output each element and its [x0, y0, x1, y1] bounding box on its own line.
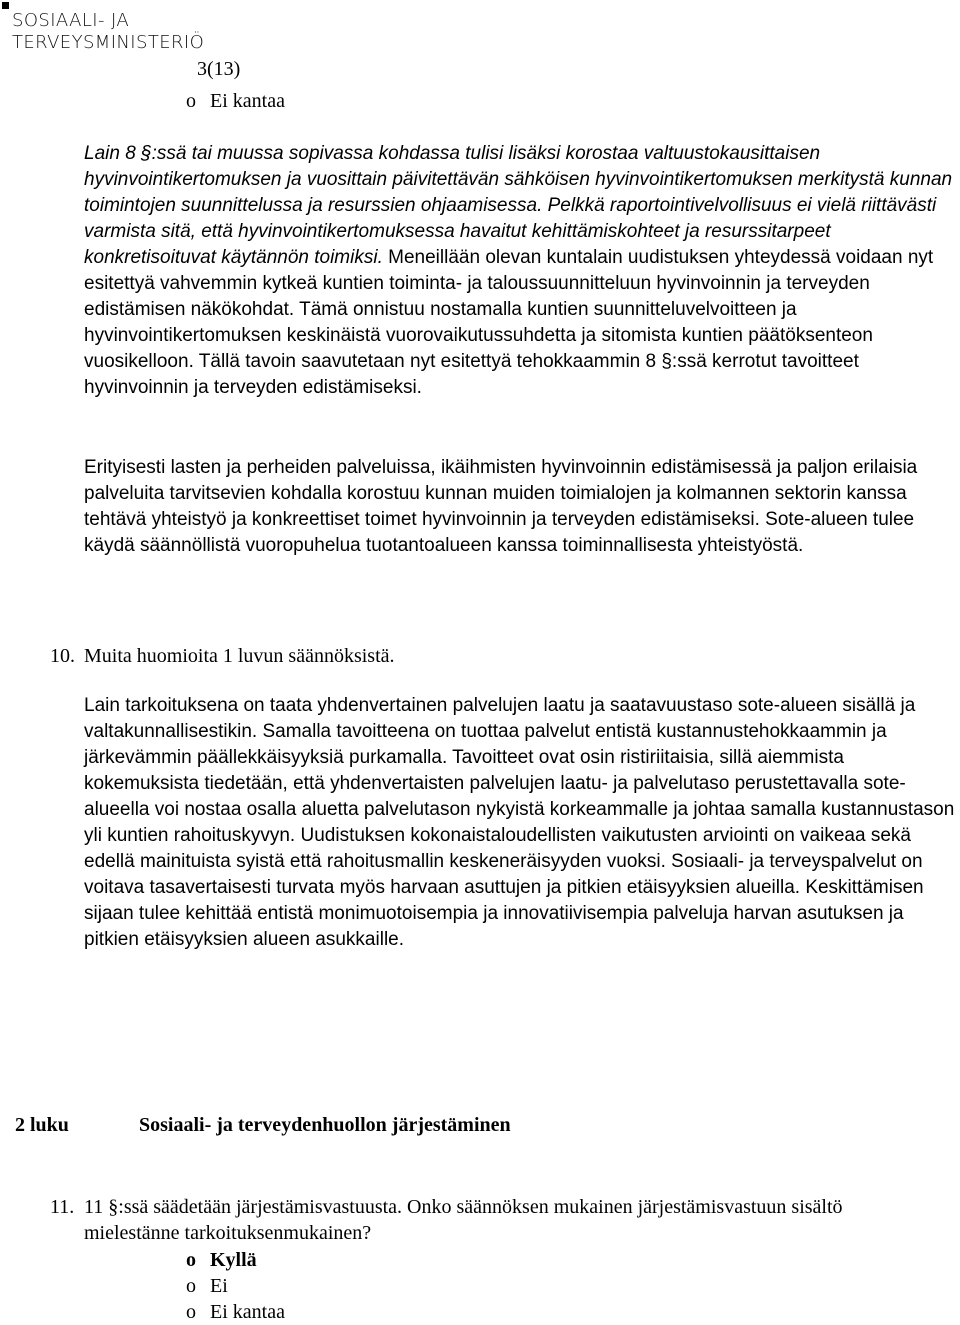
ministry-logo — [12, 10, 204, 54]
option-label: Kyllä — [210, 1249, 257, 1271]
option-no-opinion[interactable] — [186, 1299, 285, 1325]
option-yes[interactable] — [186, 1247, 257, 1273]
radio-bullet: o — [186, 1249, 196, 1271]
chapter-title: Sosiaali- ja terveydenhuollon järjestäminen — [139, 1114, 511, 1136]
radio-bullet: o — [186, 1275, 196, 1297]
question-11 — [50, 1194, 843, 1220]
paragraph-text: Lain tarkoituksena on taata yhdenvertainen palvelujen laatu ja saatavuustaso sote-alueen sisällä ja valtakunnallisestikin. Samalla tavoitteena on tuottaa palvelut entistä kustannustehokkaammin ja järkevämmin päällekkäisyyksiä purkamalla. Tavoitteet ovat osin ristiriitaisia, sillä aiemmista kokemuksista tiedetään, että yhdenvertaisten palvelujen laatu- ja palvelutaso perustettavalla sote-alueella voi nostaa osalla aluetta palvelutason nykyistä korkeammalle ja johtaa samalla kustannustason yli kuntien rahoituskyvyn. Uudistuksen kokonaistaloudellisten vaikutusten arviointi on vaikeaa sekä edellä mainituista syistä että rahoitusmallin keskeneräisyyden vuoksi. Sosiaali- ja terveyspalvelut on voitava tasavertaisesti turvata myös harvaan asuttujen ja pitkien etäisyyksien alueilla. Keskittämisen sijaan tulee kehittää entistä monimuotoisempia ja innovatiivisempia palveluja harvan asutuksen ja pitkien etäisyyksien alueen asukkaille. — [84, 695, 955, 950]
comment-paragraph-2 — [84, 455, 960, 559]
chapter-number: 2 luku — [15, 1114, 69, 1136]
paragraph-text: Erityisesti lasten ja perheiden palveluissa, ikäihmisten hyvinvoinnin edistämisessä ja paljon erilaisia palveluita tarvitsevien kohdalla korostuu kunnan muiden toimialojen ja kolmannen sektorin kanssa tehtävä yhteistyö ja konkreettiset toimet hyvinvoinnin ja terveyden edistämiseksi. Sote-alueen tulee käydä säännöllistä vuoropuhelua tuotantoalueen kanssa toiminnallisesta yhteistyöstä. — [84, 457, 918, 556]
option-no[interactable] — [186, 1273, 228, 1299]
page-number: 3(13) — [197, 58, 241, 80]
question-text-line-1: 11 §:ssä säädetään järjestämisvastuusta. Onko säännöksen mukainen järjestämisvastuun sisältö — [84, 1196, 843, 1218]
option-label: Ei kantaa — [210, 1301, 285, 1323]
question-number: 11. — [50, 1196, 75, 1218]
logo-line-2: TERVEYSMINISTERIÖ — [12, 32, 205, 53]
chapter-heading — [15, 1114, 511, 1137]
italic-text: Lain 8 §:ssä tai muussa sopivassa kohdassa tulisi lisäksi korostaa valtuustokausittaisen hyvinvointikertomuksen ja vuosittain päivitettävän sähköisen hyvinvointikertomuksen merkitystä kunnan toimintojen suunnittelussa ja resurssien ohjaamisessa. Pelkkä raportointivelvollisuus ei vielä riittävästi varmista sitä, että hyvinvointikertomuksessa havaitut kehittämiskohteet ja resurssitarpeet konkretisoituvat käytännön toimiksi. — [84, 143, 953, 268]
question-text: Muita huomioita 1 luvun säännöksistä. — [84, 645, 395, 667]
logo-line-1: SOSIAALI- JA — [12, 10, 130, 31]
comment-paragraph-1 — [84, 141, 960, 401]
radio-bullet: o — [186, 1301, 196, 1323]
question-11-continued — [84, 1220, 371, 1246]
option-label: Ei kantaa — [210, 90, 285, 112]
question-number: 10. — [50, 645, 75, 667]
question-text-line-2: mielestänne tarkoituksenmukainen? — [84, 1222, 372, 1244]
option-label: Ei — [210, 1275, 228, 1297]
question-10 — [50, 643, 395, 669]
radio-bullet: o — [186, 90, 196, 112]
regular-text: Meneillään olevan kuntalain uudistuksen yhteydessä voidaan nyt esitettyä vahvemmin kytkeä kuntien toiminta- ja taloussuunnitteluun hyvinvoinnin ja terveyden edistämisen näkökohdat. Tämä onnistuu nostamalla kuntien suunnitteluvelvoitteen ja hyvinvointikertomuksen keskinäistä vuorovaikutussuhdetta ja sitomista kuntien päätöksenteon vuosikelloon. Tällä tavoin saavutetaan nyt esitettyä tehokkaammin 8 §:ssä kerrotut tavoitteet hyvinvoinnin ja terveyden edistämiseksi. — [84, 247, 934, 398]
comment-paragraph-3 — [84, 693, 960, 953]
option-no-opinion-top[interactable] — [186, 88, 285, 114]
logo-square-mark — [2, 2, 9, 9]
